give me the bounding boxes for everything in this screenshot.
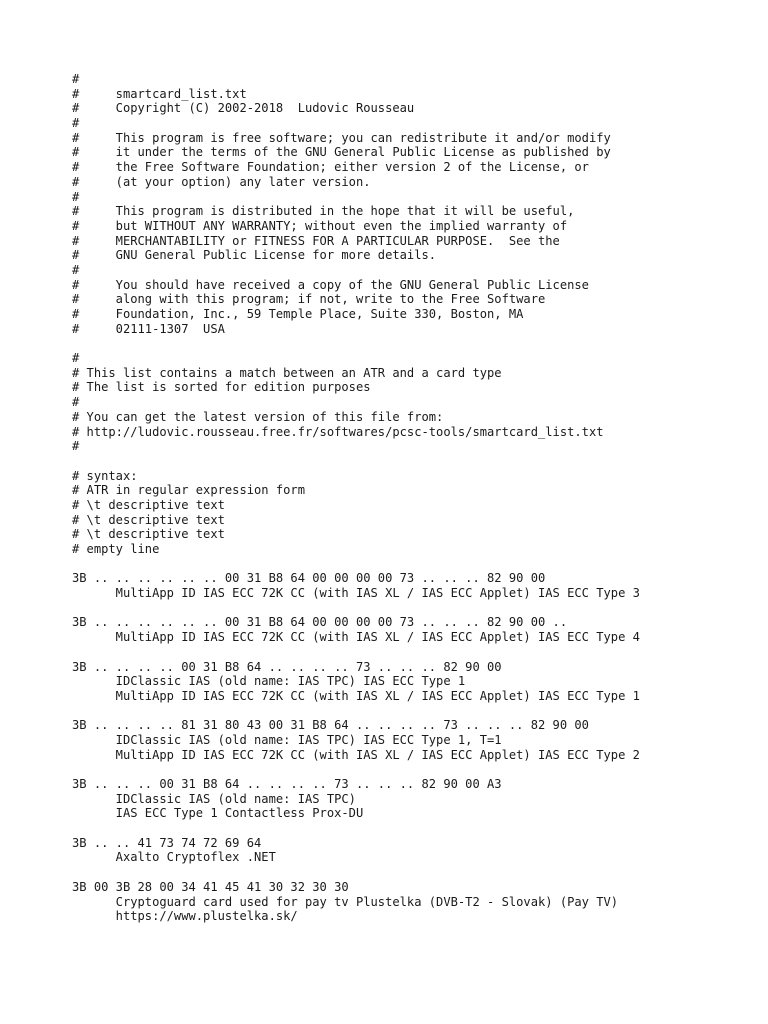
document-line: # This program is distributed in the hope that it will be useful, bbox=[72, 204, 575, 219]
document-line: # GNU General Public License for more details. bbox=[72, 248, 437, 263]
document-line: Axalto Cryptoflex .NET bbox=[72, 850, 276, 865]
document-line: # smartcard_list.txt bbox=[72, 86, 247, 101]
document-line bbox=[72, 645, 752, 660]
document-line: # This program is free software; you can redistribute it and/or modify bbox=[72, 130, 611, 145]
document-line: # This list contains a match between an ATR and a card type bbox=[72, 365, 502, 380]
document-line: # MERCHANTABILITY or FITNESS FOR A PARTICULAR PURPOSE. See the bbox=[72, 233, 560, 248]
document-line: MultiApp ID IAS ECC 72K CC (with IAS XL / IAS ECC Applet) IAS ECC Type 2 bbox=[72, 747, 640, 762]
document-line: MultiApp ID IAS ECC 72K CC (with IAS XL / IAS ECC Applet) IAS ECC Type 4 bbox=[72, 630, 640, 645]
document-line: # bbox=[72, 395, 80, 410]
document-line: # the Free Software Foundation; either version 2 of the License, or bbox=[72, 160, 589, 175]
document-line: IDClassic IAS (old name: IAS TPC) IAS ECC Type 1 bbox=[72, 674, 466, 689]
document-line: # bbox=[72, 116, 80, 131]
document-line: # \t descriptive text bbox=[72, 527, 225, 542]
document-line: # \t descriptive text bbox=[72, 497, 225, 512]
document-line bbox=[72, 336, 752, 351]
document-line bbox=[72, 865, 752, 880]
document-text bbox=[72, 72, 752, 924]
document-line: MultiApp ID IAS ECC 72K CC (with IAS XL / IAS ECC Applet) IAS ECC Type 1 bbox=[72, 688, 640, 703]
document-line: # bbox=[72, 439, 80, 454]
document-line: 3B .. .. .. .. .. .. 00 31 B8 64 00 00 00 00 73 .. .. .. 82 90 00 bbox=[72, 571, 546, 586]
document-line: 3B .. .. 41 73 74 72 69 64 bbox=[72, 835, 262, 850]
document-line: IDClassic IAS (old name: IAS TPC) IAS ECC Type 1, T=1 bbox=[72, 732, 502, 747]
document-line bbox=[72, 704, 752, 719]
document-line: 3B .. .. .. .. 81 31 80 43 00 31 B8 64 .. .. .. .. 73 .. .. .. 82 90 00 bbox=[72, 718, 589, 733]
document-line bbox=[72, 762, 752, 777]
document-line bbox=[72, 557, 752, 572]
document-line: # The list is sorted for edition purposes bbox=[72, 380, 371, 395]
document-line: https://www.plustelka.sk/ bbox=[72, 909, 298, 924]
document-line: # but WITHOUT ANY WARRANTY; without even the implied warranty of bbox=[72, 218, 568, 233]
document-line bbox=[72, 601, 752, 616]
document-line: # it under the terms of the GNU General Public License as published by bbox=[72, 145, 611, 160]
document-line: 3B .. .. .. 00 31 B8 64 .. .. .. .. 73 .. .. .. 82 90 00 A3 bbox=[72, 777, 502, 791]
document-line: # http://ludovic.rousseau.free.fr/softwares/pcsc-tools/smartcard_list.txt bbox=[72, 424, 604, 439]
document-line: # syntax: bbox=[72, 468, 138, 483]
document-line: # 02111-1307 USA bbox=[72, 321, 225, 336]
document-line: # bbox=[72, 262, 80, 277]
document-line: 3B .. .. .. .. 00 31 B8 64 .. .. .. .. 73 .. .. .. 82 90 00 bbox=[72, 659, 502, 674]
document-line: # bbox=[72, 189, 80, 204]
document-line: IDClassic IAS (old name: IAS TPC) bbox=[72, 791, 356, 806]
document-line: # (at your option) any later version. bbox=[72, 174, 371, 189]
document-line: # Foundation, Inc., 59 Temple Place, Suite 330, Boston, MA bbox=[72, 307, 524, 321]
document-line: # bbox=[72, 72, 80, 86]
document-line: Cryptoguard card used for pay tv Plustelka (DVB-T2 - Slovak) (Pay TV) bbox=[72, 894, 619, 909]
document-line: MultiApp ID IAS ECC 72K CC (with IAS XL / IAS ECC Applet) IAS ECC Type 3 bbox=[72, 586, 640, 601]
document-line: # bbox=[72, 351, 80, 366]
document-line: # ATR in regular expression form bbox=[72, 483, 305, 498]
document-line bbox=[72, 454, 752, 469]
document-line: IAS ECC Type 1 Contactless Prox-DU bbox=[72, 806, 364, 821]
document-line: # empty line bbox=[72, 542, 160, 556]
document-line: # You should have received a copy of the GNU General Public License bbox=[72, 277, 589, 292]
document-line: 3B 00 3B 28 00 34 41 45 41 30 32 30 30 bbox=[72, 879, 349, 894]
document-line bbox=[72, 821, 752, 836]
document-line: # \t descriptive text bbox=[72, 512, 225, 527]
document-line: # You can get the latest version of this file from: bbox=[72, 409, 444, 424]
document-line: 3B .. .. .. .. .. .. 00 31 B8 64 00 00 00 00 73 .. .. .. 82 90 00 .. bbox=[72, 615, 568, 630]
document-line: # along with this program; if not, write to the Free Software bbox=[72, 292, 546, 307]
document-line: # Copyright (C) 2002-2018 Ludovic Rousseau bbox=[72, 101, 415, 116]
